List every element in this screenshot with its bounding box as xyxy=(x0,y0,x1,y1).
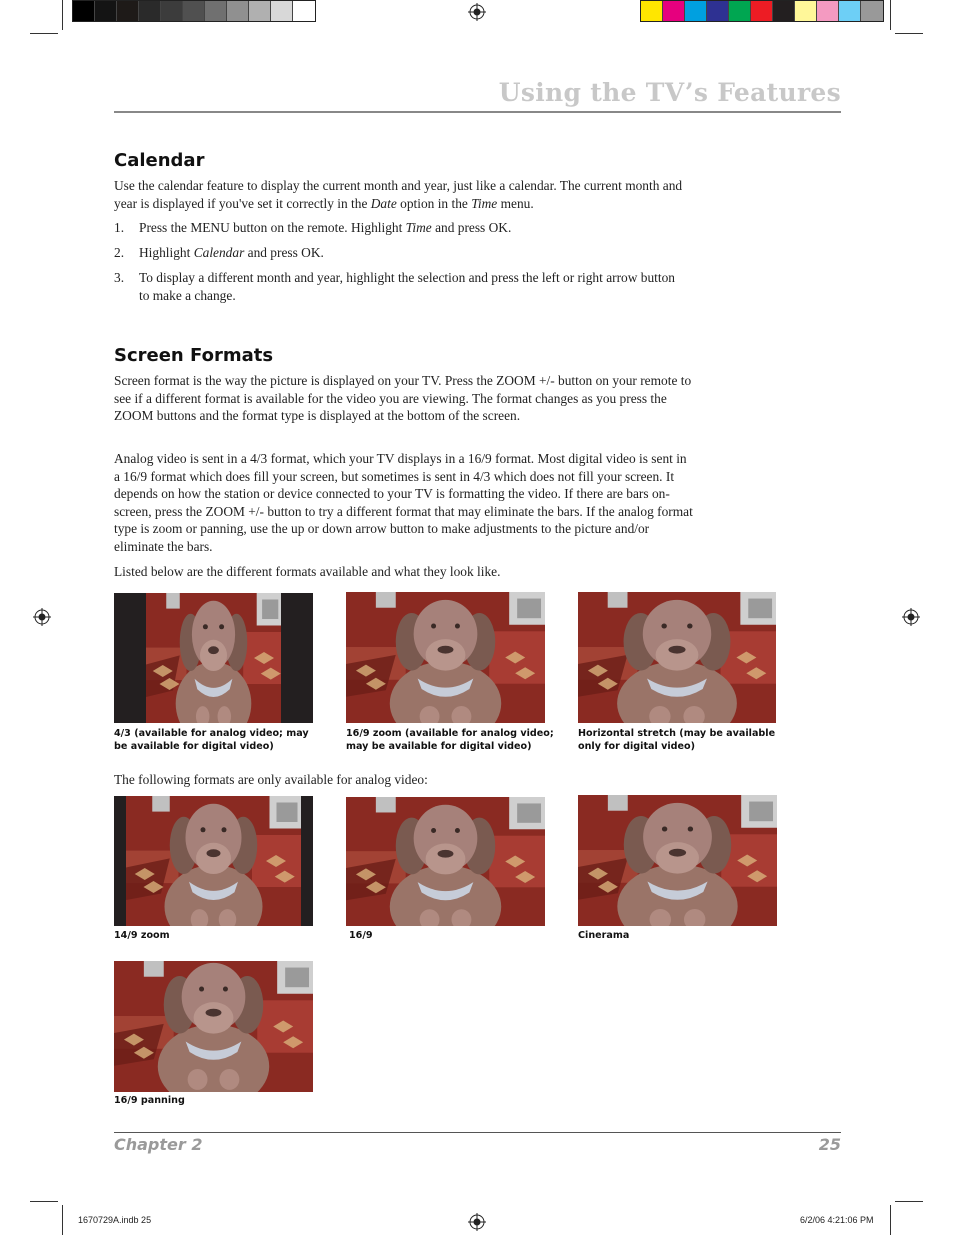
color-swatch xyxy=(817,1,839,21)
dog-photo xyxy=(578,592,776,723)
step-text-part: Highlight xyxy=(139,245,194,260)
step-number: 1. xyxy=(114,220,125,235)
format-image-4-3 xyxy=(114,593,313,723)
calendar-intro-text: menu. xyxy=(497,195,534,211)
crop-mark xyxy=(890,1205,891,1235)
color-swatch xyxy=(227,1,249,21)
crop-mark xyxy=(895,1201,923,1202)
step-text-part: Press the MENU button on the remote. Highlight xyxy=(139,220,406,235)
color-swatch xyxy=(685,1,707,21)
color-swatch xyxy=(773,1,795,21)
image-caption: 16/9 panning xyxy=(114,1095,185,1106)
step-text xyxy=(139,269,684,304)
color-swatch xyxy=(117,1,139,21)
crop-mark xyxy=(890,0,891,30)
image-caption: 16/9 zoom (available for analog video; may be available for digital video) xyxy=(346,728,554,752)
image-caption: Cinerama xyxy=(578,930,630,941)
page-number: 25 xyxy=(818,1135,841,1154)
color-swatch xyxy=(161,1,183,21)
format-image-16-9 xyxy=(346,797,545,926)
color-swatch xyxy=(73,1,95,21)
time-menu-label: Time xyxy=(471,195,498,211)
date-slug: 6/2/06 4:21:06 PM xyxy=(800,1215,874,1225)
step-text xyxy=(139,244,684,262)
crop-mark xyxy=(30,33,58,34)
image-caption: 14/9 zoom xyxy=(114,930,170,941)
step-emphasis: Time xyxy=(405,220,432,235)
crop-mark xyxy=(62,0,63,30)
step-number: 3. xyxy=(114,270,125,285)
footer-divider xyxy=(114,1132,841,1133)
color-swatch xyxy=(139,1,161,21)
color-swatch xyxy=(839,1,861,21)
color-swatch xyxy=(707,1,729,21)
format-image-16-9-zoom xyxy=(346,592,545,723)
grayscale-color-bar xyxy=(72,0,316,22)
step-number: 2. xyxy=(114,245,125,260)
analog-only-note: The following formats are only available for analog video: xyxy=(114,772,428,787)
crop-mark xyxy=(30,1201,58,1202)
step-text-part: To display a different month and year, highlight the selection and press the left or right arrow button to make a change. xyxy=(139,270,675,303)
file-slug: 1670729A.indb 25 xyxy=(78,1215,152,1225)
calendar-intro-text: option in the xyxy=(396,195,472,211)
color-swatch xyxy=(641,1,663,21)
calendar-intro-text: Use the calendar feature to display the current month and year, just like a calendar. The current month and year is displayed if you've set it correctly in the xyxy=(114,178,683,211)
step-emphasis: Calendar xyxy=(193,245,245,260)
color-swatch xyxy=(205,1,227,21)
date-option-label: Date xyxy=(370,195,397,211)
registration-mark-icon xyxy=(468,3,486,21)
dog-photo xyxy=(578,795,777,926)
color-swatch xyxy=(861,1,883,21)
step-text-part: and press OK. xyxy=(244,245,324,260)
registration-mark-icon xyxy=(468,1213,486,1231)
color-swatch xyxy=(729,1,751,21)
color-swatch xyxy=(271,1,293,21)
screen-formats-paragraph: Listed below are the different formats available and what they look like. xyxy=(114,564,501,579)
dog-photo xyxy=(346,592,545,723)
page-title: Using the TV’s Features xyxy=(498,78,841,107)
dog-photo xyxy=(114,593,313,723)
color-swatch xyxy=(183,1,205,21)
format-image-cinerama xyxy=(578,795,777,926)
step-text xyxy=(139,219,684,237)
image-caption: 16/9 xyxy=(349,930,373,941)
image-caption: 4/3 (available for analog video; may be available for digital video) xyxy=(114,728,309,752)
color-swatch xyxy=(795,1,817,21)
image-caption: Horizontal stretch (may be available only for digital video) xyxy=(578,728,776,752)
color-swatch xyxy=(293,1,315,21)
dog-photo xyxy=(346,797,545,926)
format-image-horizontal-stretch xyxy=(578,592,776,723)
calendar-intro xyxy=(114,177,694,212)
title-divider xyxy=(114,111,841,113)
color-swatch xyxy=(95,1,117,21)
chapter-label: Chapter 2 xyxy=(114,1135,203,1154)
format-image-16-9-panning xyxy=(114,961,313,1092)
color-swatch xyxy=(663,1,685,21)
crop-mark xyxy=(895,33,923,34)
dog-photo xyxy=(114,961,313,1092)
screen-formats-paragraph: Analog video is sent in a 4/3 format, which your TV displays in a 16/9 format. Most digital video is sent in a 16/9 format which does fill your screen, but sometimes is sent in 4/3 which does not fill your screen. It depends on how the station or device connected to your TV is formatting the video. If there are bars on-screen, press the ZOOM +/- button to try a different format that may eliminate the bars. If the analog format type is zoom or panning, use the up or down arrow button to make adjustments to the picture and/or eliminate the bars. xyxy=(114,451,693,554)
dog-photo xyxy=(114,796,313,926)
step-text-part: and press OK. xyxy=(431,220,512,235)
crop-mark xyxy=(62,1205,63,1235)
registration-mark-icon xyxy=(33,608,51,626)
format-image-14-9-zoom xyxy=(114,796,313,926)
process-color-bar xyxy=(640,0,884,22)
color-swatch xyxy=(249,1,271,21)
screen-formats-heading: Screen Formats xyxy=(114,345,274,366)
screen-formats-paragraph: Screen format is the way the picture is displayed on your TV. Press the ZOOM +/- button on your remote to see if a different format is available for the video you are viewing. The format changes as you press the ZOOM buttons and the format type is displayed at the bottom of the screen. xyxy=(114,373,692,423)
registration-mark-icon xyxy=(902,608,920,626)
calendar-heading: Calendar xyxy=(114,150,205,171)
color-swatch xyxy=(751,1,773,21)
